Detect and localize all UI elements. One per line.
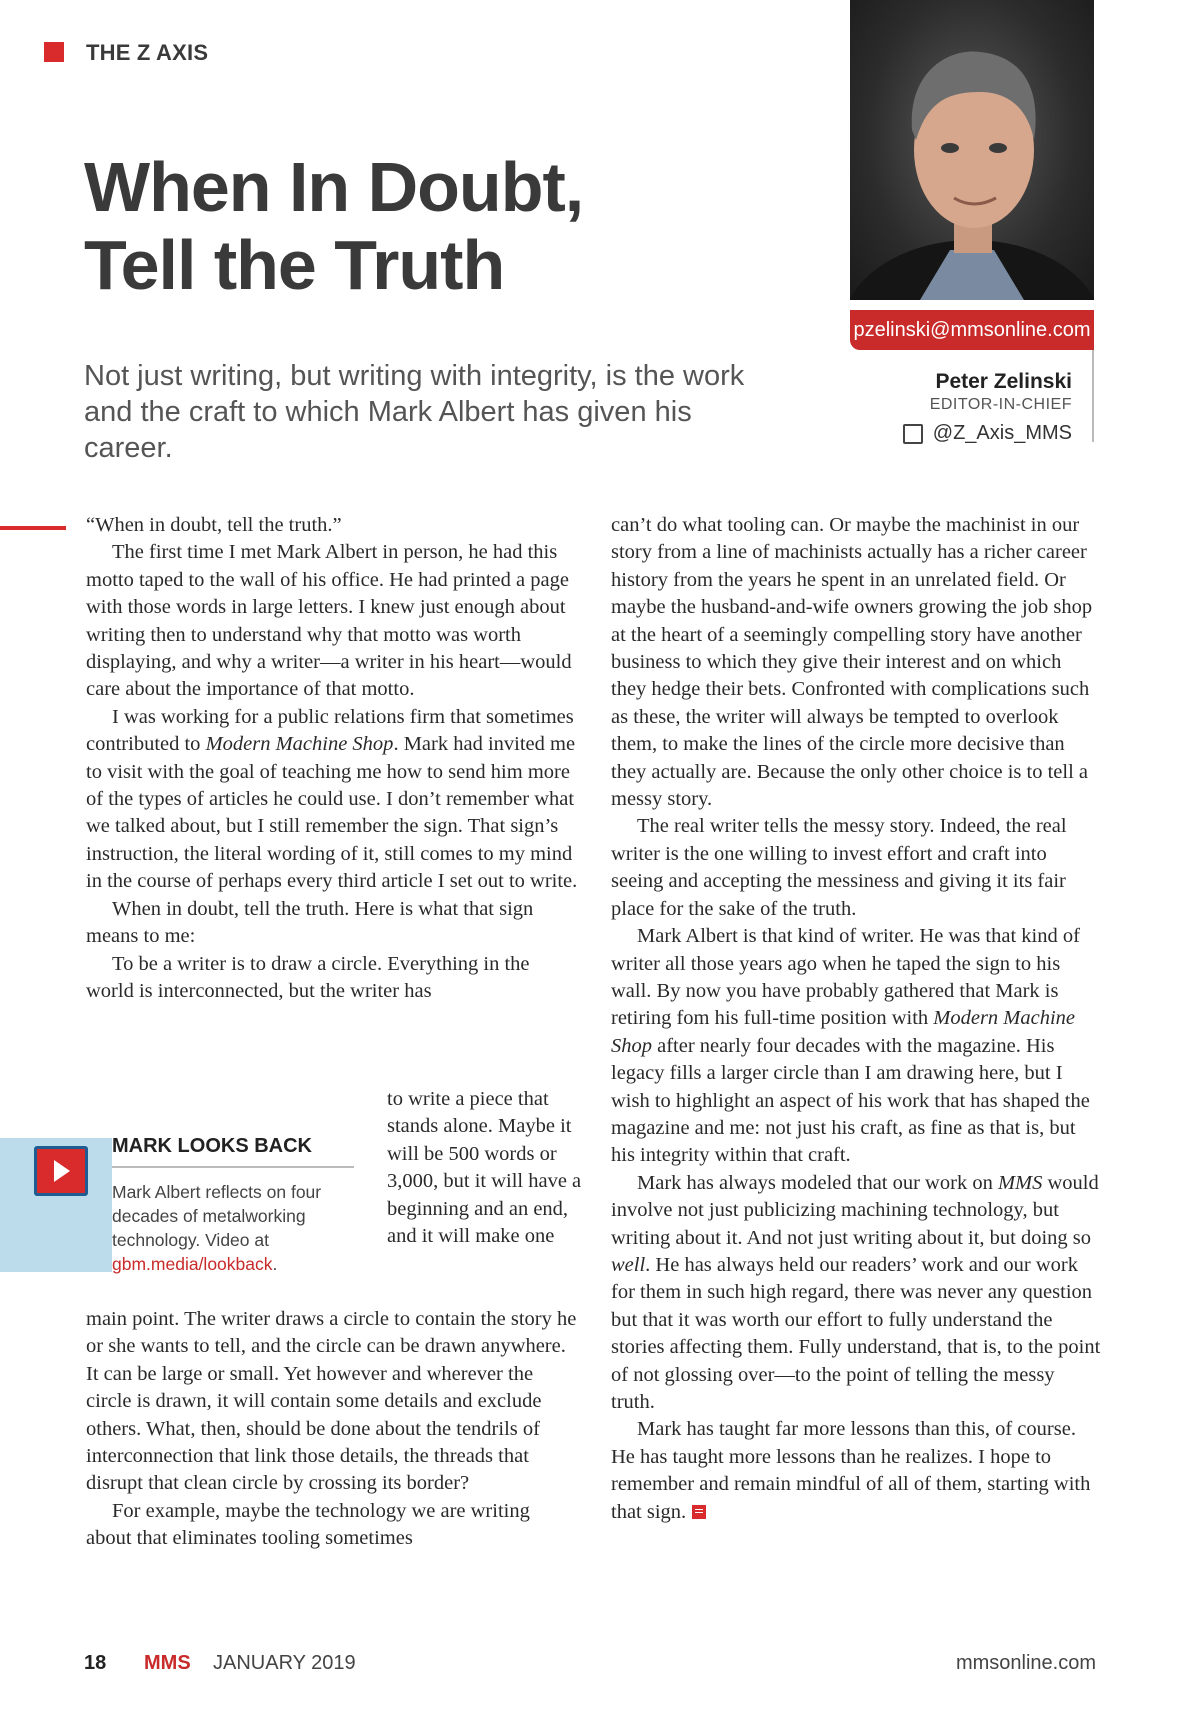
headline: [84, 148, 804, 304]
author-twitter-handle: @Z_Axis_MMS: [932, 422, 1072, 444]
paragraph: When in doubt, tell the truth. Here is what that sign means to me:: [86, 897, 534, 948]
paragraph: The first time I met Mark Albert in person, he had this motto taped to the wall of his office. He had printed a page with those words in large letters. I knew just enough about writing then to understand why that motto was worth displaying, and why a writer—a writer in his heart—would care about the importance of that motto.: [86, 541, 572, 701]
page-number: 18: [84, 1652, 107, 1674]
paragraph: I was working for a public relations firm that sometimes contributed to Modern Machine Shop. Mark had invited me to visit with the goal of teaching me how to send him more of the types of articles he could use. I don’t remember what we talked about, but I still remember the sign. That sign’s instruction, the literal wording of it, still comes to my mind in the course of perhaps every third article I set out to write.: [86, 705, 578, 893]
author-photo: [850, 0, 1094, 300]
paragraph-continued: main point. The writer draws a circle to contain the story he or she wants to tell, and the circle can be drawn anywhere. It can be large or small. Yet however and wherever the circle is drawn, it will contain some details and exclude others. What, then, should be done about the tendrils of interconnection that link those details, the threads that disrupt that clean circle by crossing its border?: [86, 1308, 577, 1495]
issue-date: JANUARY 2019: [213, 1652, 356, 1674]
author-name: Peter Zelinski: [935, 370, 1072, 393]
paragraph: Mark Albert is that kind of writer. He was that kind of writer all those years ago when he taped the sign to his wall. By now you have probably gathered that Mark is retiring fom his full-time position with Modern Machine Shop after nearly four decades with the magazine. His legacy fills a larger circle than I am drawing here, but I wish to highlight an aspect of his work that has shaped the magazine and me: not just his craft, as fine as that is, but his integrity within that craft.: [611, 925, 1090, 1167]
sidebar-text: Mark Albert reflects on four decades of metalworking technology. Video at gbm.media/lookback.: [112, 1182, 322, 1274]
body-column-1-wrap: [387, 1086, 587, 1250]
deck: [84, 358, 784, 466]
headline-line: Tell the Truth: [84, 226, 505, 304]
body-column-1: [86, 512, 580, 1005]
sidebar-link[interactable]: gbm.media/lookback: [112, 1254, 273, 1274]
paragraph-continued: to write a piece that stands alone. Maybe it will be 500 words or 3,000, but it will have a beginning and an end, and it will make one: [387, 1088, 582, 1248]
author-portrait-icon: [850, 0, 1094, 300]
twitter-icon: [903, 424, 923, 444]
deck-line: Not just writing, but writing with integrity, is the work: [84, 360, 745, 392]
paragraph: Mark has always modeled that our work on MMS would involve not just publicizing machining technology, but writing about it. And not just writing about it, but doing so well. He has always held our readers’ work and our work for them in such high regard, there was never any question but that it was worth our effort to fully understand the stories affecting them. Fully understand, that is, to the point of not glossing over—to the point of telling the messy truth.: [611, 1171, 1101, 1413]
website-link[interactable]: mmsonline.com: [955, 1652, 1096, 1674]
column-start-rule: [0, 526, 66, 530]
author-title: EDITOR-IN-CHIEF: [929, 396, 1072, 413]
body-column-1-bottom: [86, 1306, 580, 1553]
section-marker: [44, 42, 64, 62]
section-label: THE Z AXIS: [86, 40, 209, 65]
paragraph: The real writer tells the messy story. Indeed, the real writer is the one willing to invest effort and craft into seeing and accepting the messiness and giving it its fair place for the sake of the truth.: [611, 815, 1067, 920]
author-twitter[interactable]: [903, 422, 1072, 445]
paragraph-continued: can’t do what tooling can. Or maybe the machinist in our story from a line of machinists actually has a richer career history from the years he spent in an unrelated field. Or maybe the husband-and-wife owners growing the job shop at the heart of a seemingly compelling story have another business to which they give their interest and on which they hedge their bets. Confronted with complications such as these, the writer will always be tempted to overlook them, to make the lines of the circle more decisive than they actually are. Because the only other choice is to tell a messy story.: [611, 514, 1093, 811]
paragraph: To be a writer is to draw a circle. Everything in the world is interconnected, but the writer has: [86, 952, 530, 1002]
sidebar-title: MARK LOOKS BACK: [112, 1135, 312, 1157]
headline-line: When In Doubt,: [84, 148, 584, 226]
deck-line: and the craft to which Mark Albert has given his career.: [84, 396, 692, 464]
paragraph: For example, maybe the technology we are writing about that eliminates tooling sometimes: [86, 1499, 530, 1550]
paragraph: “When in doubt, tell the truth.”: [86, 514, 342, 536]
author-email[interactable]: pzelinski@mmsonline.com: [850, 310, 1094, 350]
video-play-icon[interactable]: [34, 1146, 88, 1196]
author-divider: [1092, 350, 1094, 442]
end-mark-icon: [692, 1505, 706, 1519]
publication-name: MMS: [144, 1652, 191, 1674]
sidebar-divider: [112, 1166, 354, 1168]
paragraph: Mark has taught far more lessons than this, of course. He has taught more lessons than he realizes. I hope to remember and remain mindful of all of them, starting with that sign.: [611, 1418, 1091, 1523]
body-column-2: [611, 512, 1101, 1526]
